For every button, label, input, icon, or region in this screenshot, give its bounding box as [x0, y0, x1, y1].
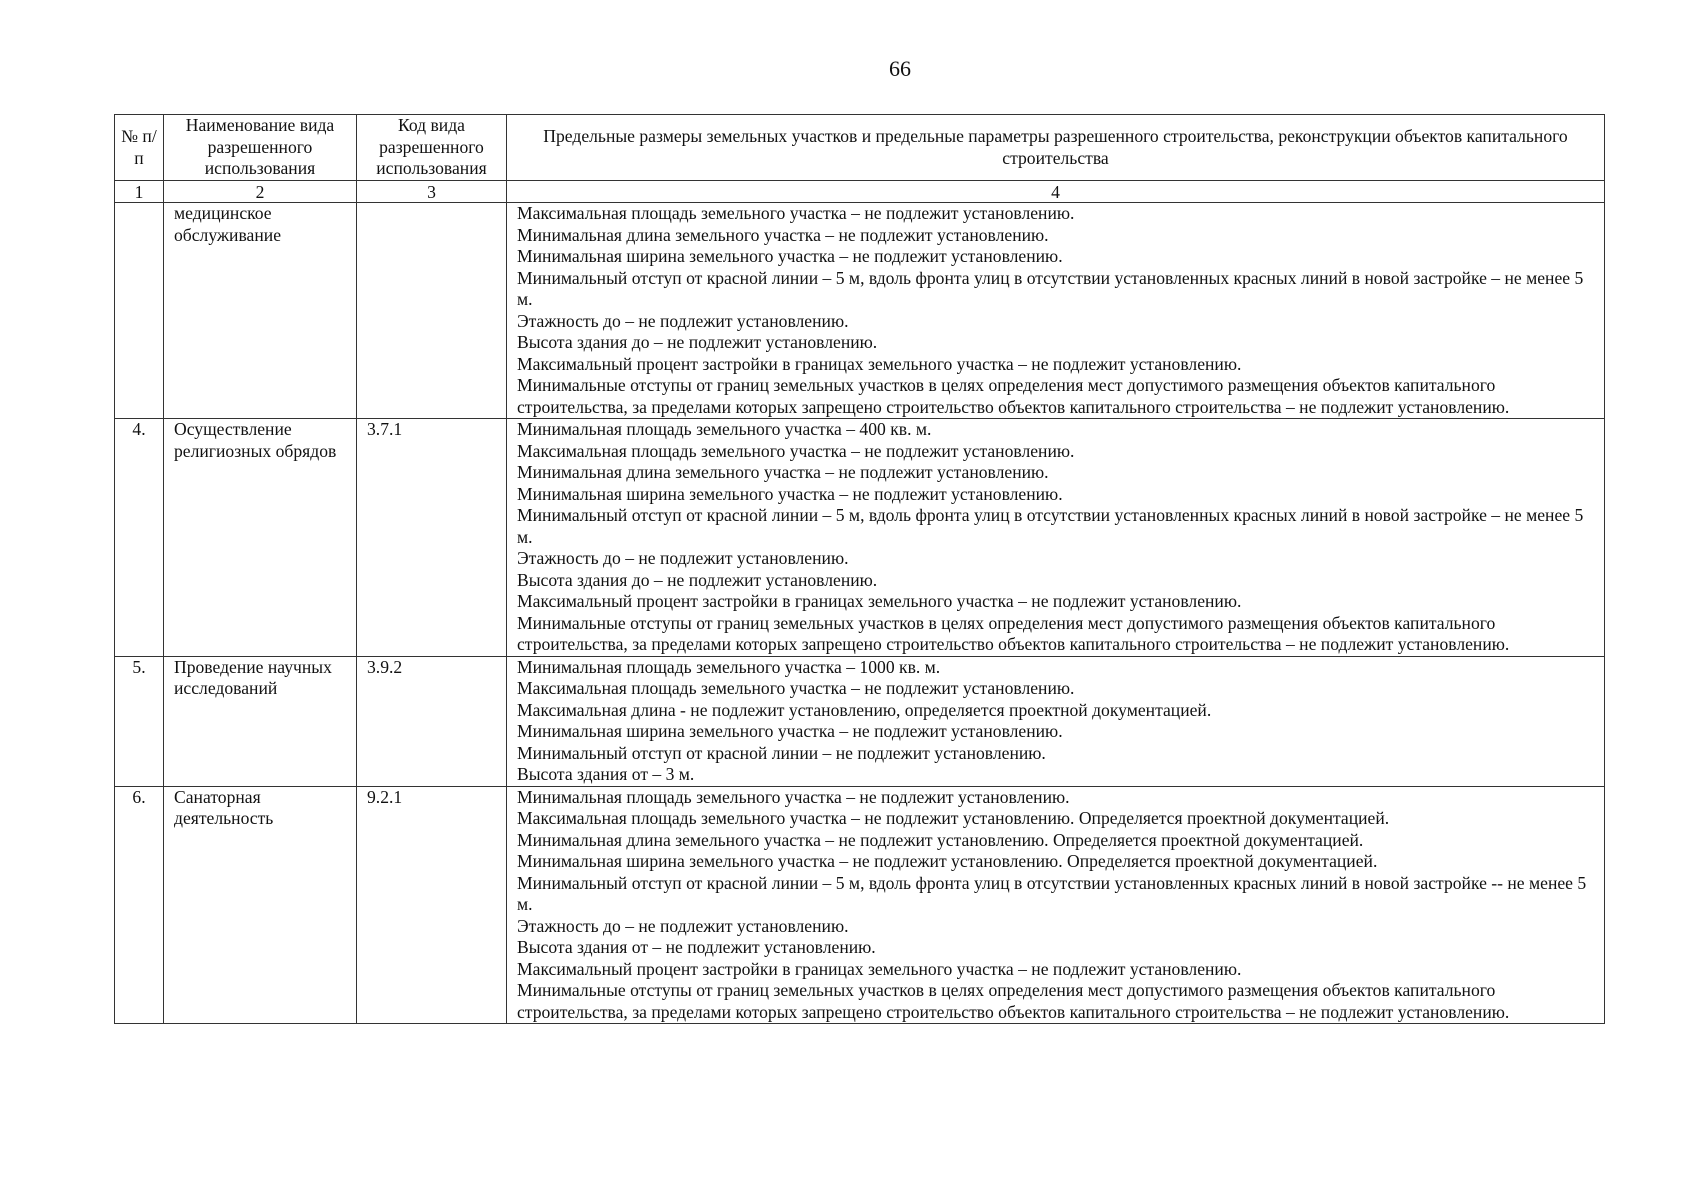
use-name: медицинское обслуживание	[164, 203, 357, 419]
column-number: 3	[357, 181, 507, 203]
header-use-name: Наименование вида разрешенного использования	[164, 115, 357, 181]
column-number: 1	[115, 181, 164, 203]
parameter-line: Минимальная длина земельного участка – не подлежит установлению. Определяется проектной документацией.	[517, 829, 1364, 850]
parameter-line: Минимальная длина земельного участка – не подлежит установлению.	[517, 462, 1049, 482]
parameter-line: Этажность до – не подлежит установлению.	[517, 915, 849, 936]
parameter-line: Высота здания от – не подлежит установлению.	[517, 937, 876, 957]
parameter-line: Максимальный процент застройки в границах земельного участка – не подлежит установлению.	[517, 353, 1242, 374]
header-number: № п/п	[115, 115, 164, 181]
use-name: Проведение научных исследований	[164, 656, 357, 786]
row-number	[115, 203, 164, 419]
parameter-line: Минимальная ширина земельного участка – не подлежит установлению.	[517, 721, 1063, 741]
table-header-row	[115, 115, 1605, 181]
parameter-line: Максимальный процент застройки в границах земельного участка – не подлежит установлению.	[517, 591, 1242, 611]
parameter-line: Минимальная ширина земельного участка – не подлежит установлению. Определяется проектной документацией.	[517, 851, 1378, 871]
regulations-table	[114, 114, 1605, 1024]
column-number: 2	[164, 181, 357, 203]
parameter-line: Минимальная площадь земельного участка – не подлежит установлению.	[517, 786, 1070, 807]
parameter-line: Минимальный отступ от красной линии – 5 м, вдоль фронта улиц в отсутствии установленных красных линий в новой застройке – не менее 5 м.	[517, 267, 1584, 309]
parameter-line: Минимальная длина земельного участка – не подлежит установлению.	[517, 224, 1049, 245]
page-number: 66	[889, 56, 911, 81]
parameter-line: Высота здания от – 3 м.	[517, 764, 695, 784]
parameters-cell	[507, 203, 1605, 419]
parameter-line: Высота здания до – не подлежит установлению.	[517, 332, 878, 352]
table-row	[115, 656, 1605, 786]
row-number: 4.	[115, 419, 164, 657]
parameter-line: Минимальные отступы от границ земельных участков в целях определения мест допустимого размещения объектов капитального строительства, за пределами которых запрещено строительство объектов капитального строительства – не подлежит установлению.	[517, 612, 1510, 654]
column-number: 4	[507, 181, 1605, 203]
parameter-line: Высота здания до – не подлежит установлению.	[517, 569, 878, 590]
use-code: 3.9.2	[357, 656, 507, 786]
parameter-line: Этажность до – не подлежит установлению.	[517, 310, 849, 331]
parameters-cell	[507, 786, 1605, 1024]
parameter-line: Минимальная площадь земельного участка – 400 кв. м.	[517, 419, 932, 439]
parameter-line: Минимальные отступы от границ земельных участков в целях определения мест допустимого размещения объектов капитального строительства, за пределами которых запрещено строительство объектов капитального строительства – не подлежит установлению.	[517, 375, 1510, 417]
use-name: Санаторная деятельность	[164, 786, 357, 1024]
parameters-cell	[507, 419, 1605, 657]
parameter-line: Максимальная площадь земельного участка – не подлежит установлению.	[517, 678, 1075, 698]
parameter-line: Максимальная длина - не подлежит установлению, определяется проектной документацией.	[517, 699, 1212, 720]
parameters-cell	[507, 656, 1605, 786]
table-row	[115, 786, 1605, 1024]
parameter-line: Минимальная ширина земельного участка – не подлежит установлению.	[517, 483, 1063, 504]
row-number: 6.	[115, 786, 164, 1024]
parameter-line: Минимальный отступ от красной линии – не подлежит установлению.	[517, 742, 1046, 763]
use-code: 9.2.1	[357, 786, 507, 1024]
table-row	[115, 419, 1605, 657]
use-code: 3.7.1	[357, 419, 507, 657]
parameter-line: Максимальная площадь земельного участка – не подлежит установлению.	[517, 440, 1075, 461]
parameter-line: Минимальный отступ от красной линии – 5 м, вдоль фронта улиц в отсутствии установленных красных линий в новой застройке -- не менее 5 м.	[517, 872, 1587, 914]
parameter-line: Минимальный отступ от красной линии – 5 м, вдоль фронта улиц в отсутствии установленных красных линий в новой застройке – не менее 5 м.	[517, 505, 1584, 547]
parameter-line: Этажность до – не подлежит установлению.	[517, 548, 849, 568]
parameter-line: Максимальная площадь земельного участка – не подлежит установлению.	[517, 203, 1075, 223]
row-number: 5.	[115, 656, 164, 786]
column-number-row	[115, 181, 1605, 203]
header-parameters: Предельные размеры земельных участков и предельные параметры разрешенного строительства, реконструкции объектов капитального строительства	[507, 115, 1605, 181]
parameter-line: Минимальная ширина земельного участка – не подлежит установлению.	[517, 246, 1063, 266]
parameter-line: Максимальная площадь земельного участка – не подлежит установлению. Определяется проектной документацией.	[517, 808, 1390, 828]
header-use-code: Код вида разрешенного использования	[357, 115, 507, 181]
parameter-line: Максимальный процент застройки в границах земельного участка – не подлежит установлению.	[517, 958, 1242, 979]
parameter-line: Минимальные отступы от границ земельных участков в целях определения мест допустимого размещения объектов капитального строительства, за пределами которых запрещено строительство объектов капитального строительства – не подлежит установлению.	[517, 980, 1510, 1022]
use-code	[357, 203, 507, 419]
parameter-line: Минимальная площадь земельного участка – 1000 кв. м.	[517, 656, 941, 677]
table-row	[115, 203, 1605, 419]
use-name: Осуществление религиозных обрядов	[164, 419, 357, 657]
